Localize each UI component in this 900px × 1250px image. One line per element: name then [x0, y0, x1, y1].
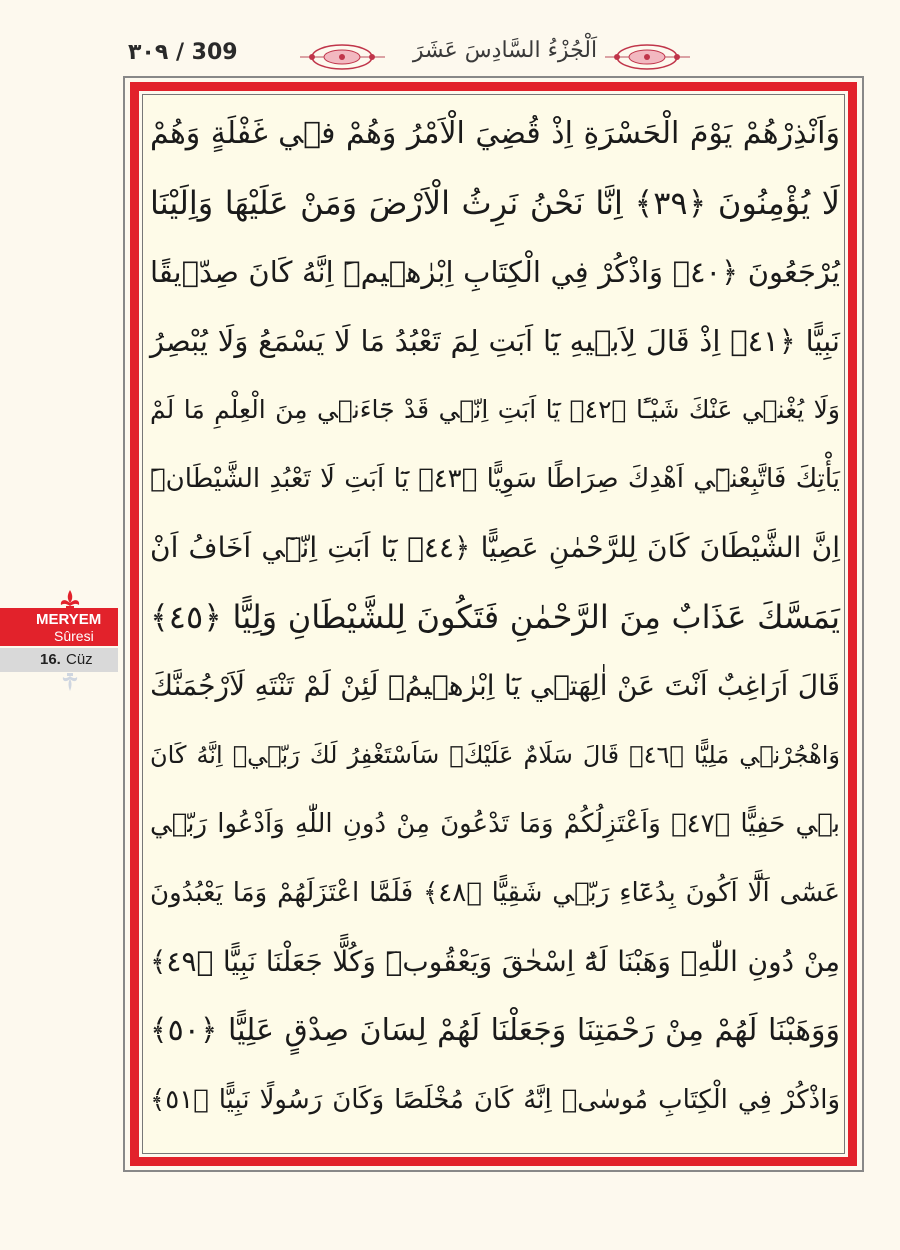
sura-label-box	[0, 608, 118, 646]
cuz-number: 16.	[40, 651, 61, 668]
text-line-13: مِنْ دُونِ اللّٰهِۙ وَهَبْنَا لَهُٓ اِسْحٰقَ وَيَعْقُوبَۜ وَكُلًّا جَعَلْنَا نَبِيًّا ﴿٤٩﴾	[150, 945, 840, 978]
text-line-1: وَاَنْذِرْهُمْ يَوْمَ الْحَسْرَةِ اِذْ قُضِيَ الْاَمْرُ وَهُمْ ف۪ي غَفْلَةٍ وَهُمْ	[150, 116, 840, 151]
cuz-label-box	[0, 648, 118, 672]
text-line-10: وَاهْجُرْن۪ي مَلِيًّا ﴿٤٦﴾ قَالَ سَلَامٌ عَلَيْكَۚ سَاَسْتَغْفِرُ لَكَ رَبّ۪يۜ اِنَّهُ كَانَ	[150, 741, 840, 769]
text-line-7: اِنَّ الشَّيْطَانَ كَانَ لِلرَّحْمٰنِ عَصِيًّا ﴿٤٤﴾ يَٓا اَبَتِ اِنّ۪ٓي اَخَافُ اَنْ	[150, 531, 840, 564]
cuz-word: Cüz	[66, 651, 93, 668]
text-line-12: عَسٰٓى اَلَّٓا اَكُونَ بِدُعَٓاءِ رَبّ۪ي شَقِيًّا ﴿٤٨﴾ فَلَمَّا اعْتَزَلَهُمْ وَمَا يَعْبُدُونَ	[150, 878, 840, 908]
text-line-5: وَلَا يُغْن۪ي عَنْكَ شَيْـًٔا ﴿٤٢﴾ يَٓا اَبَتِ اِنّ۪ي قَدْ جَٓاءَن۪ي مِنَ الْعِلْمِ مَا لَمْ	[150, 395, 840, 424]
sura-side-tab	[0, 608, 118, 672]
text-line-14: وَوَهَبْنَا لَهُمْ مِنْ رَحْمَتِنَا وَجَعَلْنَا لَهُمْ لِسَانَ صِدْقٍ عَلِيًّا ﴿٥٠﴾	[150, 1013, 840, 1048]
page-number: ٣٠٩ / 309	[128, 40, 238, 65]
right-ornament-icon	[605, 40, 690, 74]
fleur-de-lis-bottom-icon	[60, 671, 80, 691]
text-line-9: قَالَ اَرَاغِبٌ اَنْتَ عَنْ اٰلِهَت۪ي يَٓا اِبْرٰه۪يمُۚ لَئِنْ لَمْ تَنْتَهِ لَاَرْجُمَنَّكَ	[150, 669, 840, 702]
sura-name: MERYEM	[36, 611, 102, 628]
text-line-6: يَأْتِكَ فَاتَّبِعْن۪ٓي اَهْدِكَ صِرَاطًا سَوِيًّا ﴿٤٣﴾ يَٓا اَبَتِ لَا تَعْبُدِ الشَّيْطَانَۜ	[150, 464, 840, 494]
text-line-11: ب۪ي حَفِيًّا ﴿٤٧﴾ وَاَعْتَزِلُكُمْ وَمَا تَدْعُونَ مِنْ دُونِ اللّٰهِ وَاَدْعُوا رَبّ۪ي	[150, 809, 840, 839]
text-line-3: يُرْجَعُونَ ﴿٤٠﴾ وَاذْكُرْ فِي الْكِتَابِ اِبْرٰه۪يمَۜ اِنَّهُ كَانَ صِدّ۪يقًا	[150, 255, 841, 289]
text-line-2: لَا يُؤْمِنُونَ ﴿٣٩﴾ اِنَّا نَحْنُ نَرِثُ الْاَرْضَ وَمَنْ عَلَيْهَا وَاِلَيْنَا	[150, 184, 841, 222]
text-line-8: يَمَسَّكَ عَذَابٌ مِنَ الرَّحْمٰنِ فَتَكُونَ لِلشَّيْطَانِ وَلِيًّا ﴿٤٥﴾	[150, 598, 840, 636]
left-ornament-icon	[300, 40, 385, 74]
quran-text-area	[150, 104, 840, 1144]
juz-title: اَلْجُزْءُ السَّادِسَ عَشَرَ	[412, 38, 598, 63]
text-line-4: نَبِيًّا ﴿٤١﴾ اِذْ قَالَ لِاَب۪يهِ يَٓا اَبَتِ لِمَ تَعْبُدُ مَا لَا يَسْمَعُ وَلَا يُبْصِرُ	[150, 324, 840, 358]
page-header	[0, 30, 900, 80]
text-line-15: وَاذْكُرْ فِي الْكِتَابِ مُوسٰىۘ اِنَّهُ كَانَ مُخْلَصًا وَكَانَ رَسُولًا نَبِيًّا ﴿٥١﴾	[150, 1085, 840, 1115]
sura-word: Sûresi	[54, 628, 94, 644]
